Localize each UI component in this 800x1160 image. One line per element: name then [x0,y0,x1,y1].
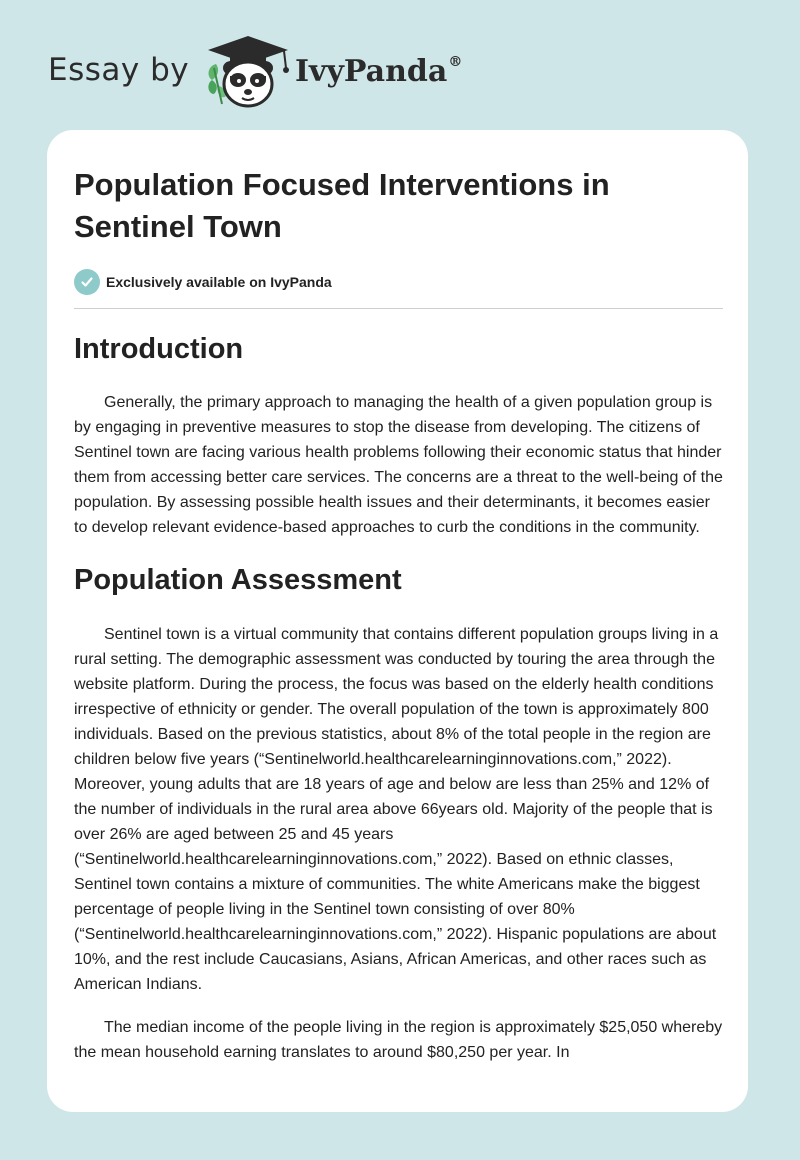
essay-content [74,164,723,1065]
section-heading-introduction: Introduction [74,333,244,365]
site-header [0,0,800,130]
registered-mark: ® [448,54,463,70]
check-icon [74,269,100,295]
essay-by-label: Essay by [48,52,190,88]
paragraph-introduction: Generally, the primary approach to managing the health of a given population group is by engaging in preventive measures to stop the disease from developing. The citizens of Sentinel town are facing various health problems following their economic status that hinder them from accessing better care services. The concerns are a threat to the well-being of the population. By assessing possible health issues and their determinants, it becomes easier to develop relevant evidence-based approaches to curb the conditions in the community. [74,394,723,536]
exclusive-badge [74,268,723,296]
section-heading-population-assessment: Population Assessment [74,564,402,596]
essay-card [47,130,748,1112]
paragraph-population-assessment: Sentinel town is a virtual community that contains different population groups living in a rural setting. The demographic assessment was conducted by touring the area through the website platform. During the process, the focus was based on the elderly health conditions irrespective of ethnicity or gender. The overall population of the town is approximately 800 individuals. Based on the previous statistics, about 8% of the total people in the region are children below five years (“Sentinelworld.healthcarelearninginnovations.com,” 2022). Moreover, young adults that are 18 years of age and below are less than 25% and 12% of the number of individuals in the rural area above 66years old. Majority of the people that is over 26% are aged between 25 and 45 years (“Sentinelworld.healthcarelearninginnovations.com,” 2022). Based on ethnic classes, Sentinel town contains a mixture of communities. The white Americans make the biggest percentage of people living in the Sentinel town consisting of over 80% (“Sentinelworld.healthcarelearninginnovations.com,” 2022). Hispanic populations are about 10%, and the rest include Caucasians, Asians, African Americas, and other races such as American Indians. [74,626,719,993]
brand-text: IvyPanda [295,54,448,89]
panda-logo-icon[interactable] [202,34,294,110]
brand-name[interactable] [295,54,462,89]
paragraph-median-income: The median income of the people living in the region is approximately $25,050 whereby the mean household earning translates to around $80,250 per year. In [74,1019,723,1061]
title-divider [74,308,723,309]
exclusive-label: Exclusively available on IvyPanda [106,274,332,290]
page-title: Population Focused Interventions in Sentinel Town [74,167,610,244]
